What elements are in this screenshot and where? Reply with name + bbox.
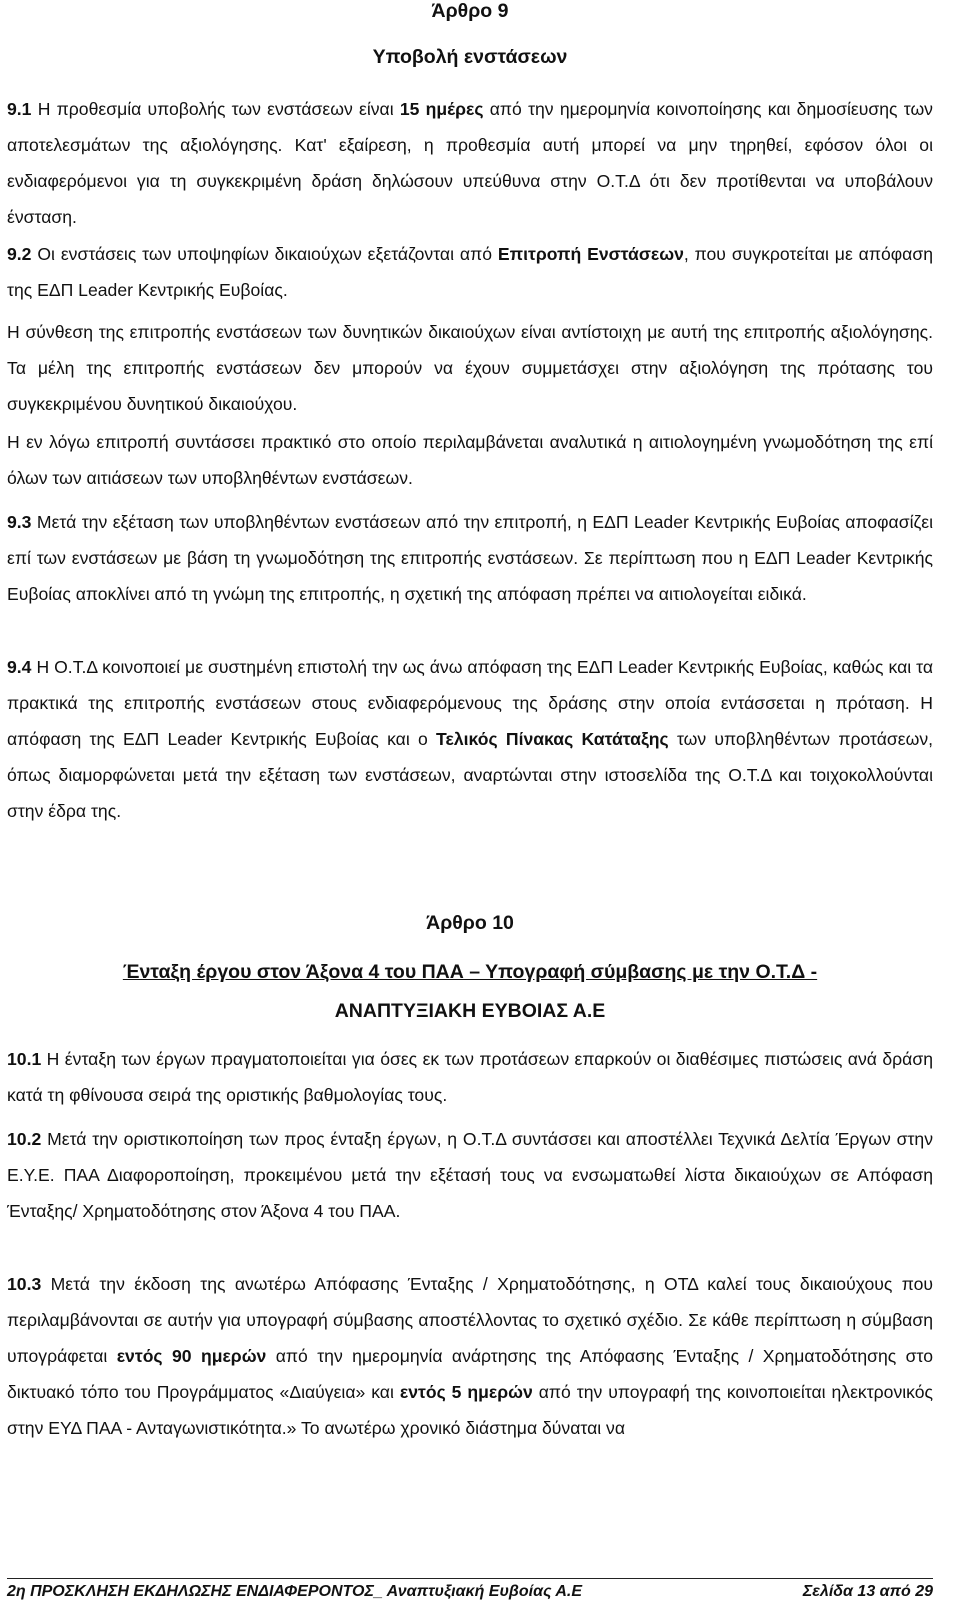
paragraph-number: 9.1 (7, 99, 32, 119)
paragraph-text: Η προθεσμία υποβολής των ενστάσεων είναι (31, 99, 400, 119)
bold-text: 15 ημέρες (399, 99, 484, 119)
bold-text: εντός 5 ημερών (399, 1382, 533, 1402)
paragraph-number: 10.2 (7, 1129, 42, 1149)
page-footer (7, 1578, 933, 1607)
footer-page-number: Σελίδα 13 από 29 (802, 1583, 933, 1600)
paragraph-9-2-composition: Η σύνθεση της επιτροπής ενστάσεων των δυνητικών δικαιούχων είναι αντίστοιχη με αυτή της επιτροπής αξιολόγησης. Τα μέλη της επιτροπής ενστάσεων δεν μπορούν να έχουν συμμετάσχει στην αξιολόγηση της πρότασης του συγκεκριμένου δυνητικού δικαιούχου. (7, 322, 933, 414)
paragraph-text: Οι ενστάσεις των υποψηφίων δικαιούχων εξετάζονται από (31, 244, 498, 264)
bold-text: εντός 90 ημερών (116, 1346, 267, 1366)
paragraph-9-4 (7, 649, 933, 829)
paragraph-text: Η ένταξη των έργων πραγματοποιείται για όσες εκ των προτάσεων επαρκούν οι διαθέσιμες πιστώσεις ανά δράση κατά τη φθίνουσα σειρά της οριστικής βαθμολογίας τους. (7, 1049, 933, 1105)
paragraph-text: Η Ο.Τ.Δ κοινοποιεί με συστημένη επιστολή την ως άνω απόφαση της ΕΔΠ Leader Κεντρικής Ευβοίας, καθώς και τα πρακτικά της επιτροπής ενστάσεων στους ενδιαφερόμενους της δράσης στην οποία εντάσσεται η πρόταση. Η απόφαση της ΕΔΠ Leader Κεντρικής Ευβοίας και ο (7, 657, 933, 749)
article-10-subtitle-line1: Ένταξη έργου στον Άξονα 4 του ΠΑΑ – Υπογραφή σύμβασης με την Ο.Τ.Δ - (122, 961, 818, 983)
paragraph-9-2-minutes: Η εν λόγω επιτροπή συντάσσει πρακτικό στο οποίο περιλαμβάνεται αναλυτικά η αιτιολογημένη γνωμοδότηση της επί όλων των αιτιάσεων των υποβληθέντων ενστάσεων. (7, 432, 933, 488)
paragraph-9-3 (7, 504, 933, 612)
paragraph-text: Μετά την έκδοση της ανωτέρω Απόφασης Ένταξης / Χρηματοδότησης, η ΟΤΔ καλεί τους δικαιούχους που περιλαμβάνονται σε αυτήν για υπογραφή σύμβασης αποστέλλοντας το σχετικό σχέδιο. Σε κάθε περίπτωση η σύμβαση υπογράφεται (7, 1274, 933, 1366)
paragraph-text: Μετά την οριστικοποίηση των προς ένταξη έργων, η Ο.Τ.Δ συντάσσει και αποστέλλει Τεχνικά Δελτία Έργων στην Ε.Υ.Ε. ΠΑΑ Διαφοροποίηση, προκειμένου μετά την εξέτασή τους να ενσωματωθεί λίστα δικαιούχων σε Απόφαση Ένταξης/ Χρηματοδότησης στον Άξονα 4 του ΠΑΑ. (7, 1129, 933, 1221)
article-10-title: Άρθρο 10 (426, 912, 514, 934)
paragraph-number: 10.1 (7, 1049, 42, 1069)
paragraph-text: , που συγκροτείται με απόφαση της ΕΔΠ Leader Κεντρικής Ευβοίας. (7, 244, 933, 300)
paragraph-text: Μετά την εξέταση των υποβληθέντων ενστάσεων από την επιτροπή, η ΕΔΠ Leader Κεντρικής Ευβοίας αποφασίζει επί των ενστάσεων με βάση τη γνωμοδότηση της επιτροπής ενστάσεων. Σε περίπτωση που η ΕΔΠ Leader Κεντρικής Ευβοίας αποκλίνει από τη γνώμη της επιτροπής, η σχετική της απόφαση πρέπει να αιτιολογείται ειδικά. (7, 512, 933, 604)
paragraph-text: από την ημερομηνία κοινοποίησης και δημοσίευσης των αποτελεσμάτων της αξιολόγησης. Κατ' εξαίρεση, η προθεσμία αυτή μπορεί να μην τηρηθεί, εφόσον όλοι οι ενδιαφερόμενοι για τη συγκεκριμένη δράση δηλώσουν υπεύθυνα στην Ο.Τ.Δ ότι δεν προτίθενται να υποβάλουν ένσταση. (7, 99, 933, 227)
paragraph-number: 10.3 (7, 1274, 42, 1294)
paragraph-10-3 (7, 1266, 933, 1446)
paragraph-number: 9.3 (7, 512, 32, 532)
footer-title: 2η ΠΡΟΣΚΛΗΣΗ ΕΚΔΗΛΩΣΗΣ ΕΝΔΙΑΦΕΡΟΝΤΟΣ_ Αναπτυξιακή Ευβοίας Α.Ε (7, 1583, 583, 1600)
paragraph-number: 9.2 (7, 244, 32, 264)
paragraph-10-1 (7, 1041, 933, 1113)
paragraph-text: των υποβληθέντων προτάσεων, όπως διαμορφώνεται μετά την εξέταση των ενστάσεων, αναρτώνται στην ιστοσελίδα της Ο.Τ.Δ και τοιχοκολλούνται στην έδρα της. (7, 729, 934, 821)
article-9-title: Άρθρο 9 (431, 0, 509, 22)
paragraph-9-2 (7, 236, 933, 308)
article-9-subtitle: Υποβολή ενστάσεων (372, 46, 568, 68)
paragraph-text: από την υπογραφή της κοινοποιείται ηλεκτρονικός στην ΕΥΔ ΠΑΑ - Ανταγωνιστικότητα.» Το ανωτέρω χρονικό διάστημα δύναται να (7, 1382, 934, 1438)
paragraph-9-1 (7, 91, 933, 235)
bold-text: Επιτροπή Ενστάσεων (497, 244, 684, 264)
paragraph-10-2 (7, 1121, 933, 1229)
paragraph-number: 9.4 (7, 657, 32, 677)
bold-text: Τελικός Πίνακας Κατάταξης (436, 729, 669, 749)
paragraph-text: από την ημερομηνία ανάρτησης της Απόφασης Ένταξης / Χρηματοδότησης στο δικτυακό τόπο του Προγράμματος «Διαύγεια» και (7, 1346, 933, 1402)
article-10-subtitle-line2: ΑΝΑΠΤΥΞΙΑΚΗ ΕΥΒΟΙΑΣ Α.Ε (334, 1000, 606, 1022)
